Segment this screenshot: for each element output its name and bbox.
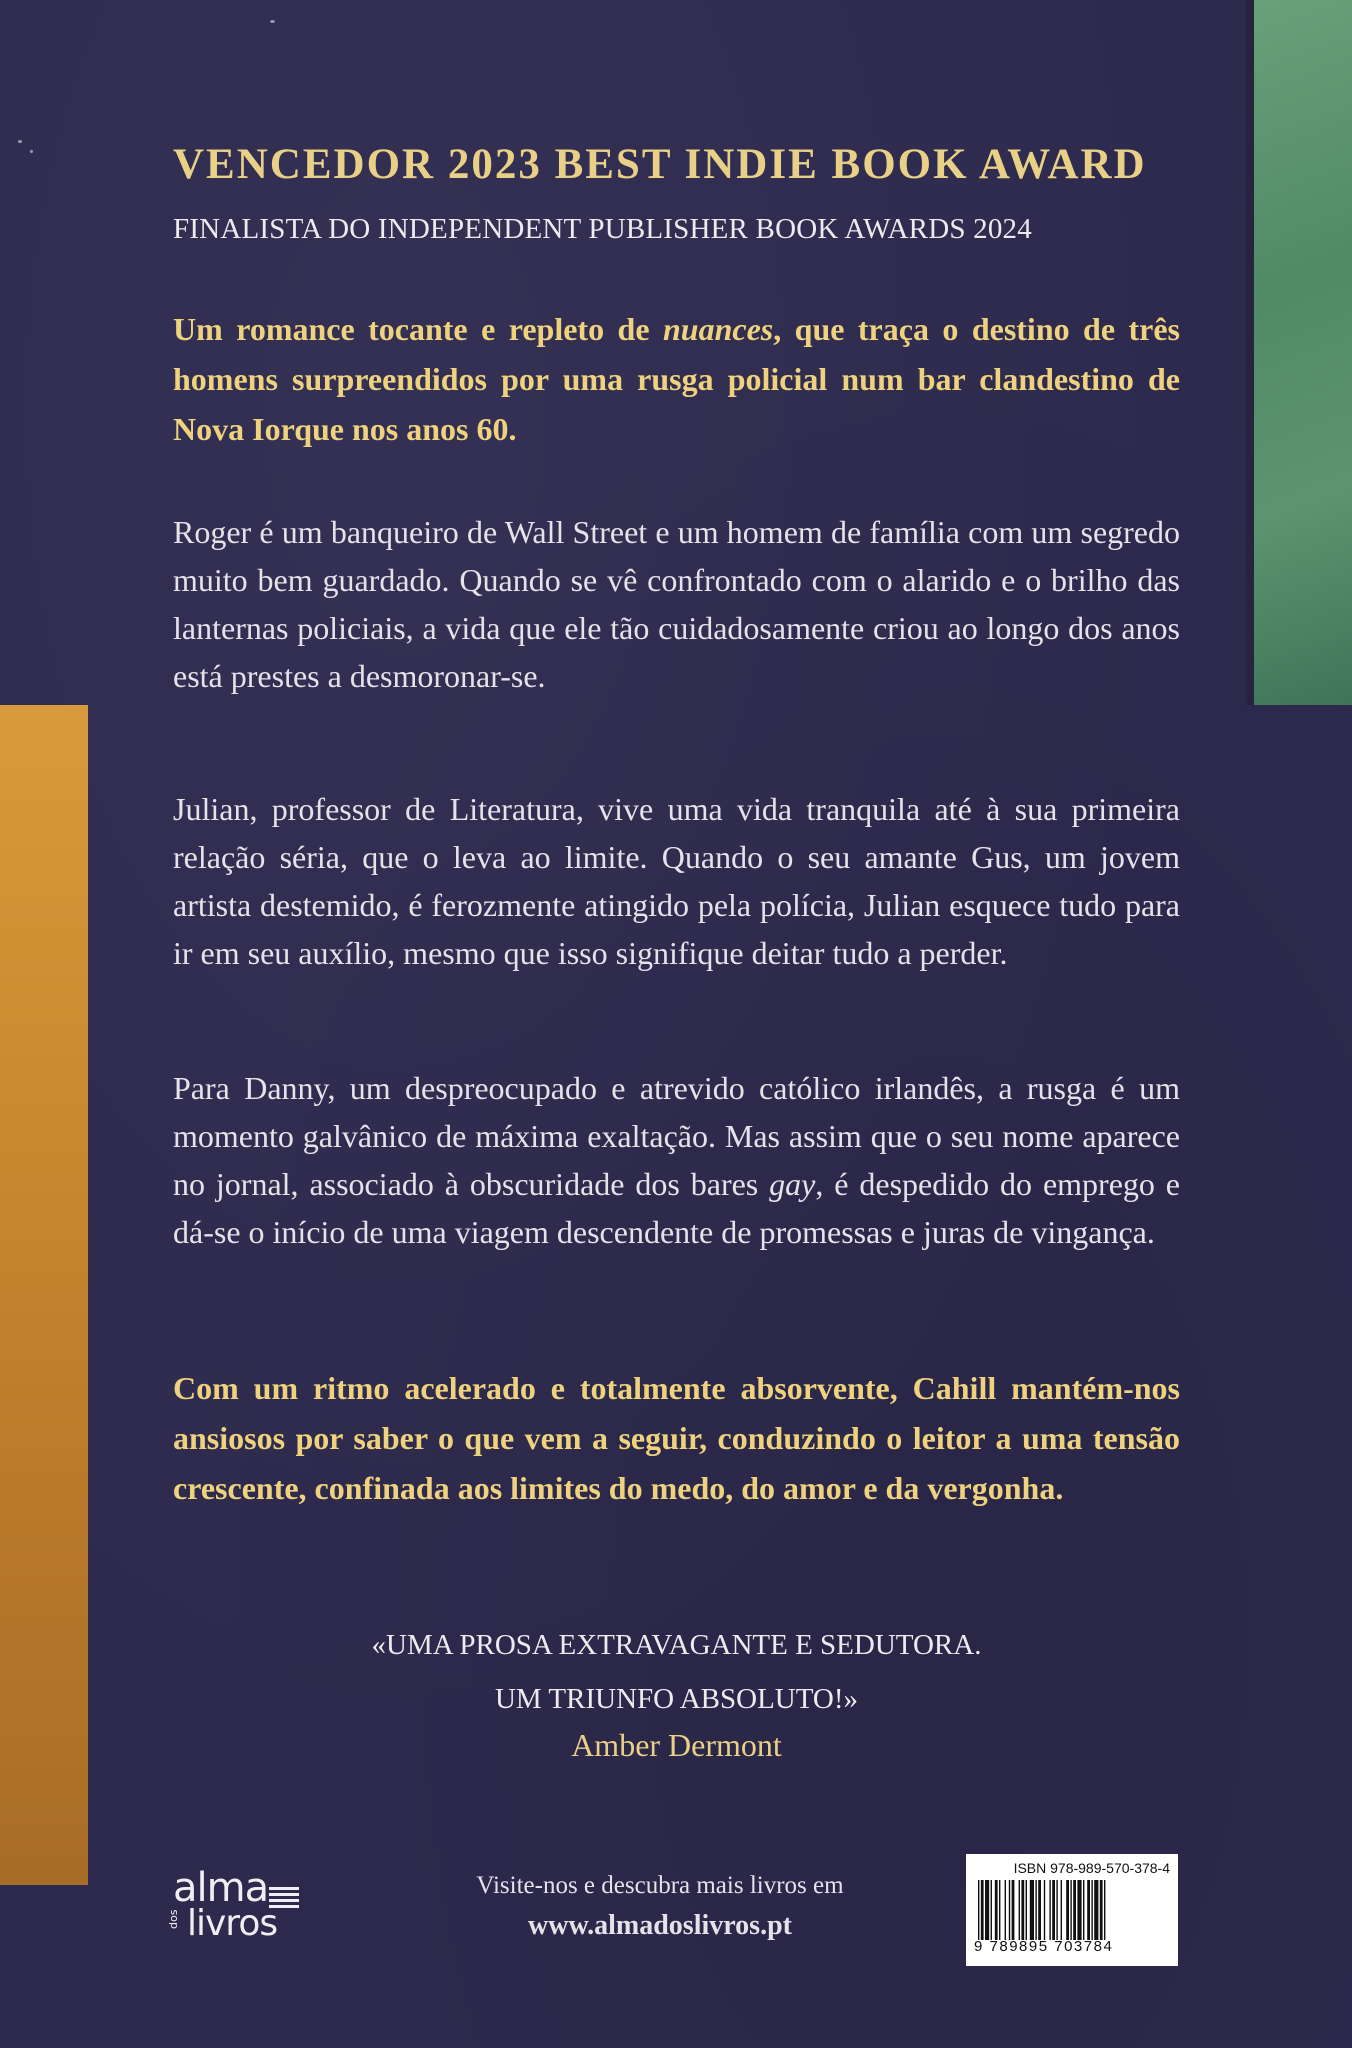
isbn-digits: 9 789895 703784	[974, 1938, 1114, 1955]
lead-text: Um romance tocante e repleto de	[173, 311, 663, 347]
logo-dos-text: dos	[167, 1909, 180, 1929]
publisher-visit-info	[440, 1872, 880, 1942]
publisher-website-link[interactable]: www.almadoslivros.pt	[528, 1910, 792, 1941]
danny-text: Para Danny, um despreocupado e atrevido católico irlandês, a rusga é um momento galvânico de máxima exaltação. Mas assim que o seu nome aparece no jornal, associado à obscuridade dos bares	[173, 1070, 1180, 1202]
green-paper-strip	[1252, 0, 1352, 705]
review-quote	[173, 1618, 1180, 1726]
isbn-barcode	[966, 1854, 1178, 1966]
logo-livros-text: livros	[187, 1903, 278, 1944]
paragraph-danny	[173, 1064, 1180, 1256]
paragraph-roger: Roger é um banqueiro de Wall Street e um homem de família com um segredo muito bem guardado. Quando se vê confrontado com o alarido e o brilho das lanternas policiais, a vida que ele tão cuidadosamente criou ao longo dos anos está prestes a desmoronar-se.	[173, 514, 1180, 694]
quote-line-1: «UMA PROSA EXTRAVAGANTE E SEDUTORA.	[371, 1629, 982, 1661]
logo-alma-text: alma	[173, 1865, 269, 1911]
paper-speck	[30, 150, 33, 153]
closing-paragraph: Com um ritmo acelerado e totalmente absorvente, Cahill mantém-nos ansiosos por saber o que vem a seguir, conduzindo o leitor a uma tensão crescente, confinada aos limites do medo, do amor e da vergonha.	[173, 1370, 1180, 1506]
orange-paper-strip	[0, 705, 88, 1885]
paper-speck	[270, 20, 275, 23]
award-winner-heading: VENCEDOR 2023 BEST INDIE BOOK AWARD	[173, 141, 1147, 188]
isbn-label: ISBN 978-989-570-378-4	[1013, 1860, 1170, 1876]
barcode-bars-icon	[974, 1880, 1170, 1940]
lead-text-continued: , que traça o destino de três homens surpreendidos por uma rusga policial num bar clandestino de Nova Iorque nos anos 60.	[173, 311, 1181, 447]
quote-author: Amber Dermont	[571, 1727, 782, 1763]
danny-text-continued: , é despedido do emprego e dá-se o início de uma viagem descendente de promessas e juras de vingança.	[173, 1166, 1181, 1250]
lead-paragraph	[173, 304, 1180, 454]
award-finalist-heading: FINALISTA DO INDEPENDENT PUBLISHER BOOK AWARDS 2024	[173, 213, 1032, 245]
publisher-logo	[167, 1865, 308, 1945]
danny-italic: gay	[769, 1166, 816, 1202]
paper-speck	[18, 140, 22, 143]
paragraph-julian: Julian, professor de Literatura, vive uma vida tranquila até à sua primeira relação séria, que o leva ao limite. Quando o seu amante Gus, um jovem artista destemido, é ferozmente atingido pela polícia, Julian esquece tudo para ir em seu auxílio, mesmo que isso signifique deitar tudo a perder.	[173, 791, 1180, 971]
quote-line-2: UM TRIUNFO ABSOLUTO!»	[494, 1683, 859, 1715]
lead-italic: nuances	[662, 311, 774, 347]
visit-text: Visite-nos e descubra mais livros em	[476, 1872, 844, 1899]
